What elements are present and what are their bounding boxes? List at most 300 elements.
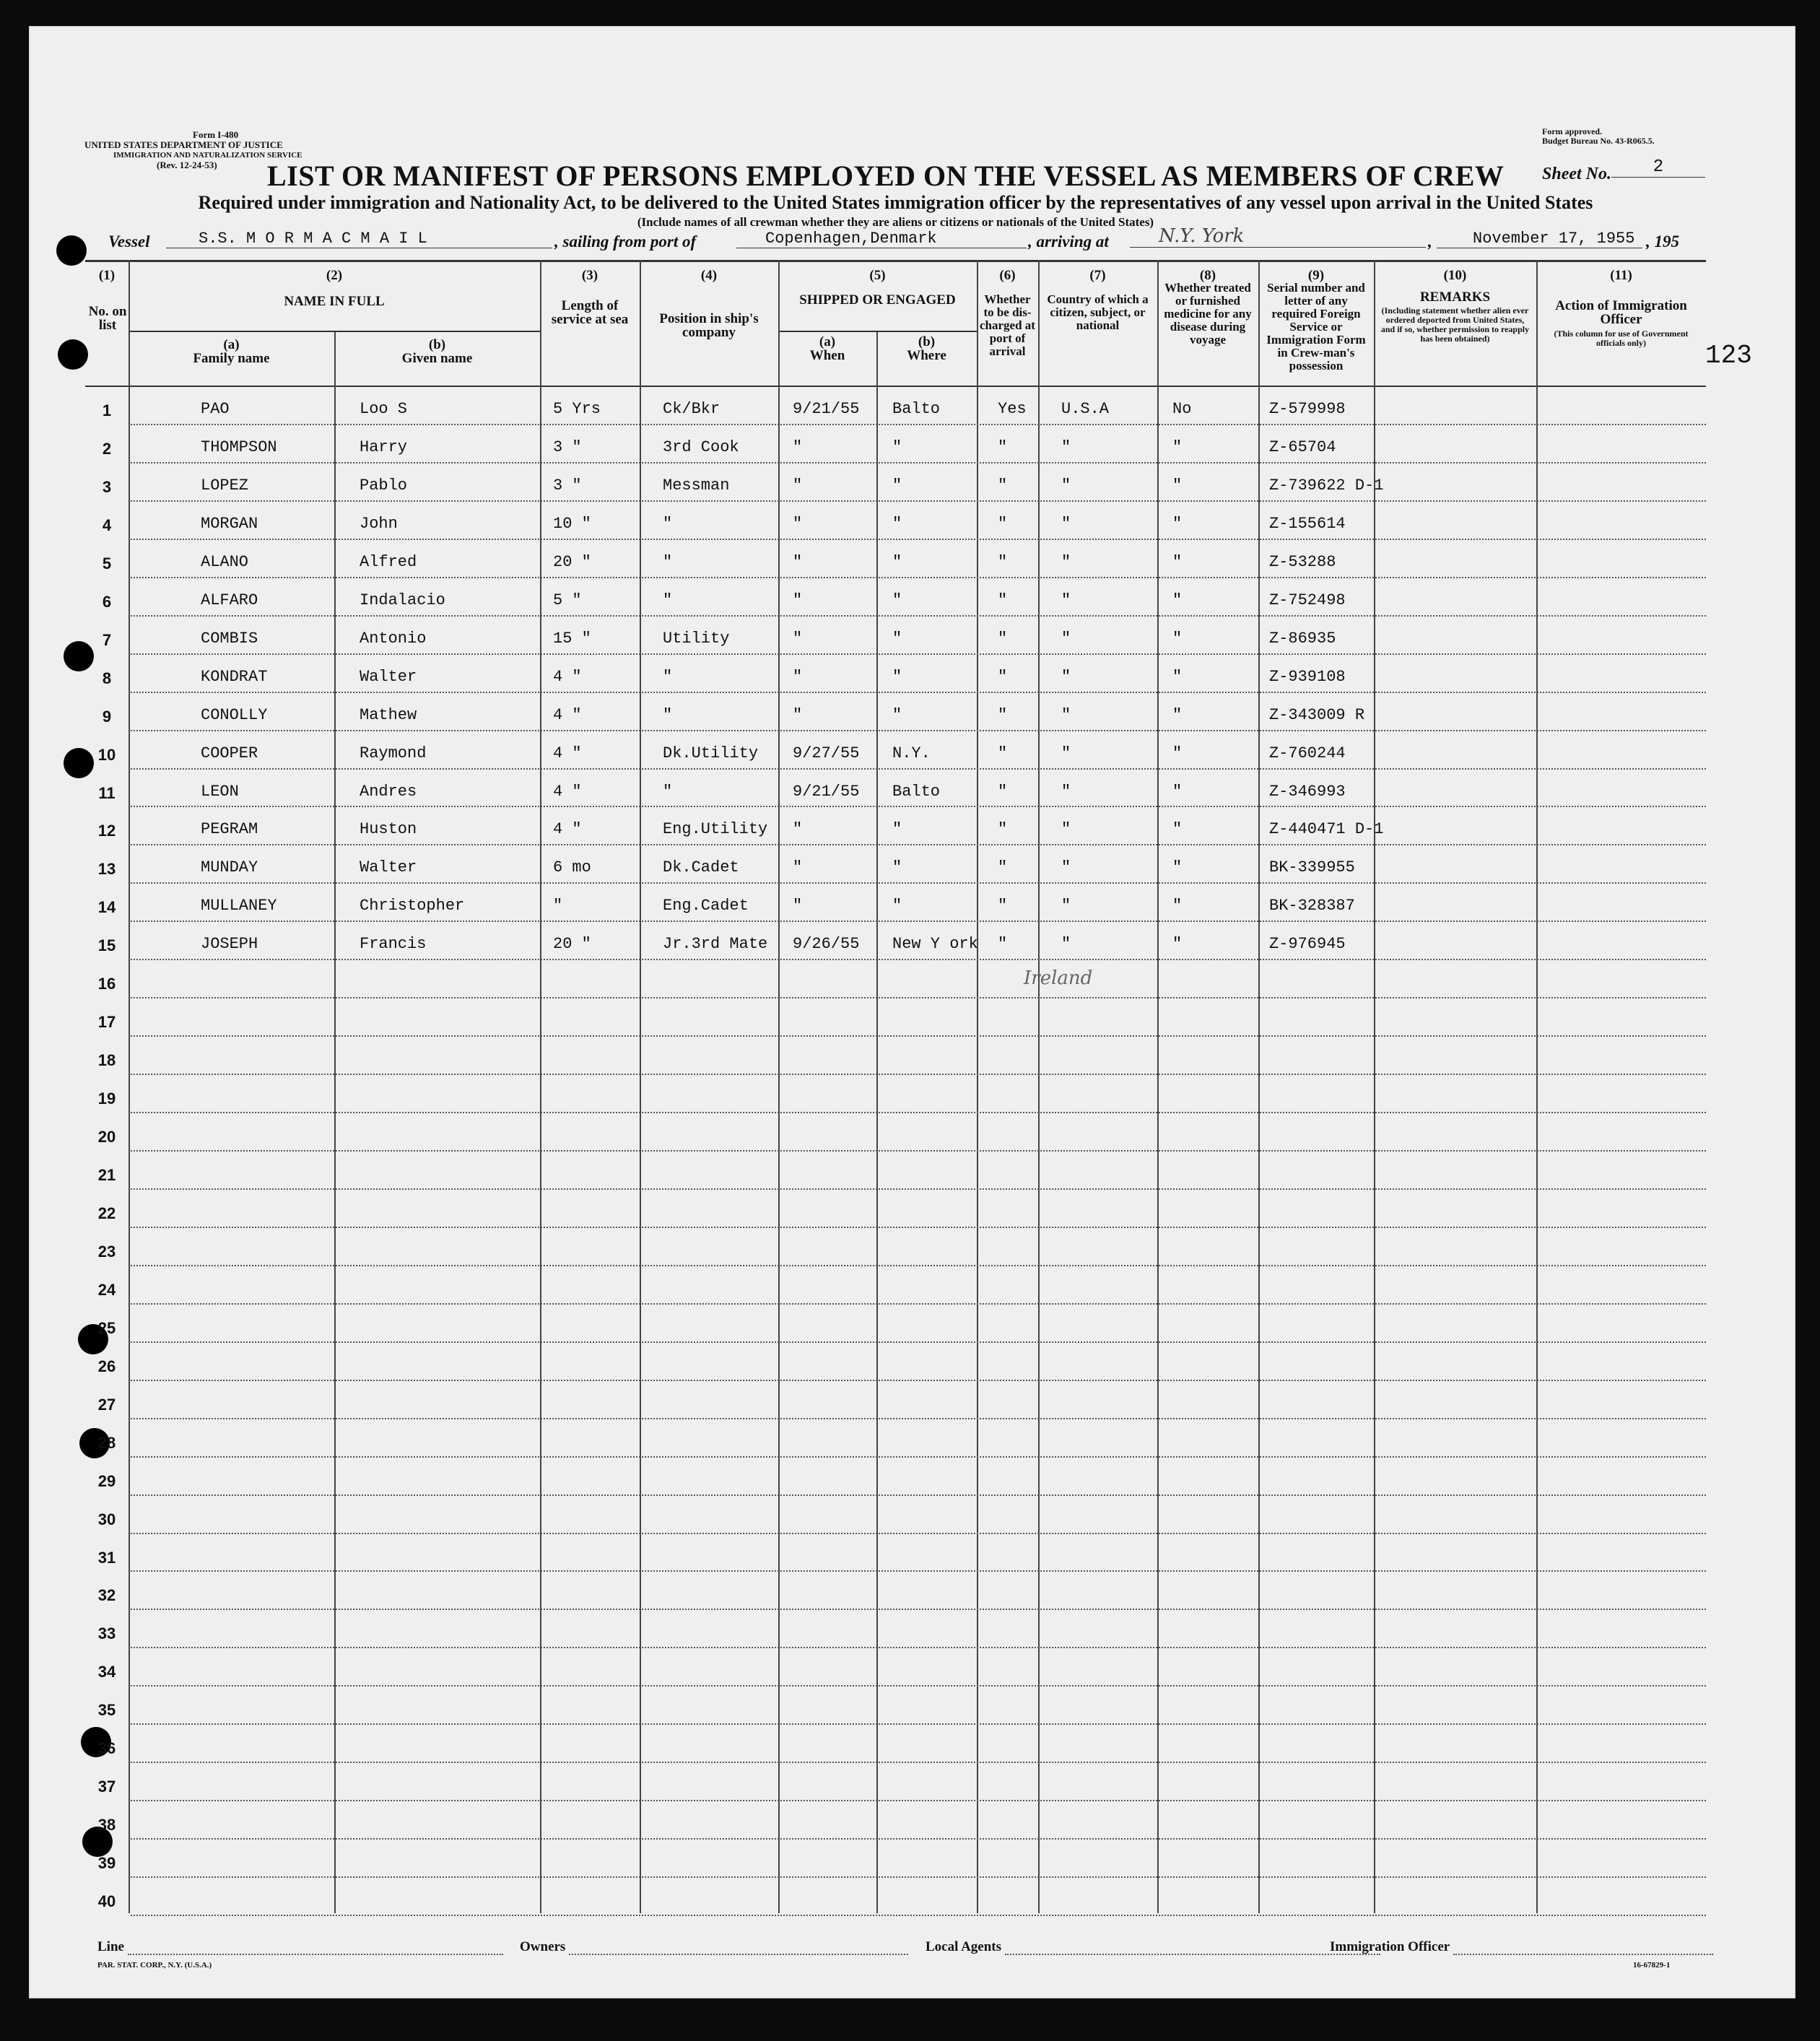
row-number: 1: [102, 401, 112, 419]
col2b-header: (b) Given name: [401, 337, 473, 366]
cell-discharged: ": [998, 705, 1008, 724]
cell-position: 3rd Cook: [663, 438, 739, 456]
row-rule: [131, 1762, 1706, 1763]
row-number: 29: [97, 1471, 116, 1490]
row-number: 31: [97, 1548, 116, 1567]
col7-number: (7): [1089, 268, 1106, 283]
row-rule: [131, 997, 1706, 998]
cell-serial: Z-579998: [1269, 400, 1346, 418]
cell-discharged: ": [998, 820, 1008, 839]
cell-when: ": [793, 858, 803, 877]
row-number: 24: [97, 1280, 116, 1299]
row-number: 3: [102, 477, 112, 496]
col11-header: Action of Immigration Officer: [1555, 298, 1687, 327]
row-number: 6: [102, 592, 112, 611]
cell-when: 9/26/55: [793, 935, 860, 954]
row-rule: [131, 424, 1706, 425]
revision: (Rev. 12-24-53): [157, 160, 217, 170]
row-rule: [131, 1570, 1706, 1572]
cell-length: 10 ": [553, 514, 591, 533]
row-number: 5: [102, 554, 112, 573]
row-number: 7: [102, 630, 112, 649]
cell-where: ": [892, 514, 902, 533]
cell-where: ": [892, 629, 902, 648]
cell-length: 3 ": [553, 476, 582, 495]
cell-serial: Z-739622 D-1: [1269, 476, 1384, 495]
cell-discharged: ": [998, 858, 1008, 877]
cell-serial: BK-328387: [1269, 897, 1355, 915]
row-number: 8: [102, 669, 112, 687]
handwritten-note: Ireland: [1024, 967, 1093, 989]
row-rule: [131, 1685, 1706, 1687]
row-rule: [131, 1227, 1706, 1228]
form-number: Form I-480: [193, 129, 239, 140]
budget-bureau: Budget Bureau No. 43-R065.5.: [1542, 136, 1655, 146]
cell-given: Huston: [360, 820, 417, 839]
cell-position: Dk.Cadet: [663, 858, 739, 877]
row-rule: [131, 844, 1706, 845]
cell-where: ": [892, 820, 902, 839]
cell-length: 4 ": [553, 667, 582, 686]
cell-where: ": [892, 667, 902, 686]
row-rule: [131, 1915, 1706, 1916]
cell-position: Messman: [663, 476, 730, 495]
row-number: 20: [97, 1128, 116, 1146]
cell-position: Dk.Utility: [663, 744, 759, 762]
cell-country: ": [1061, 438, 1071, 456]
sheet-number: 2: [1611, 157, 1705, 178]
row-rule: [131, 1876, 1706, 1878]
cell-length: 5 Yrs: [553, 400, 601, 418]
cell-treated: ": [1172, 820, 1183, 839]
row-rule: [131, 921, 1706, 922]
form-approved: Form approved. Budget Bureau No. 43-R065.5.: [1542, 126, 1655, 146]
cell-position: ": [663, 514, 673, 533]
row-number: 36: [97, 1739, 116, 1758]
cell-length: 4 ": [553, 744, 582, 762]
cell-treated: ": [1172, 591, 1183, 609]
page-title: LIST OR MANIFEST OF PERSONS EMPLOYED ON THE VESSEL AS MEMBERS OF CREW: [267, 160, 1505, 192]
row-number: 21: [97, 1166, 116, 1184]
row-number: 33: [97, 1624, 116, 1643]
vessel-label: Vessel: [108, 232, 150, 251]
footer-agents: [926, 1939, 1380, 1955]
sheet-label: Sheet No.: [1542, 165, 1611, 183]
cell-treated: ": [1172, 782, 1183, 801]
cell-where: ": [892, 438, 902, 456]
col8-header: Whether treated or furnished medicine for any disease during voyage: [1164, 281, 1252, 347]
col5-number: (5): [869, 268, 886, 283]
col-rule: [1374, 260, 1375, 1913]
cell-when: 9/21/55: [793, 400, 860, 418]
row-rule: [131, 1341, 1706, 1343]
row-rule: [131, 1074, 1706, 1075]
cell-serial: BK-339955: [1269, 858, 1355, 877]
row-rule: [131, 1035, 1706, 1037]
cell-when: 9/27/55: [793, 744, 860, 762]
col3-number: (3): [581, 268, 598, 283]
row-number: 12: [97, 822, 116, 840]
row-rule: [131, 882, 1706, 884]
cell-family: ALFARO: [201, 591, 258, 609]
col1-number: (1): [98, 268, 116, 283]
cell-family: THOMPSON: [201, 438, 277, 456]
row-number: 40: [97, 1892, 116, 1911]
cell-where: New Y ork: [892, 935, 978, 954]
cell-given: Francis: [360, 935, 427, 954]
col11-number: (11): [1610, 268, 1632, 283]
cell-given: Indalacio: [360, 591, 445, 609]
cell-serial: Z-86935: [1269, 629, 1336, 648]
cell-discharged: ": [998, 629, 1008, 648]
cell-family: JOSEPH: [201, 935, 258, 954]
cell-family: CONOLLY: [201, 705, 268, 724]
row-number: 23: [97, 1242, 116, 1261]
cell-discharged: ": [998, 514, 1008, 533]
row-number: 27: [97, 1395, 116, 1414]
form-code: 16-67829-1: [1633, 1961, 1671, 1970]
col-rule: [1536, 260, 1538, 1913]
col10-note: (Including statement whether alien ever ordered deported from United States, and if so, whether permission to reapply has been obtained): [1380, 305, 1530, 344]
cell-discharged: ": [998, 897, 1008, 915]
footer-officer: [1330, 1939, 1713, 1955]
cell-family: COMBIS: [201, 629, 258, 648]
cell-country: ": [1061, 629, 1071, 648]
row-number: 19: [97, 1089, 116, 1108]
col-rule: [540, 260, 541, 1913]
cell-treated: No: [1172, 400, 1192, 418]
punch-hole: [58, 339, 88, 370]
line-label: Line: [97, 1939, 124, 1954]
cell-family: MUNDAY: [201, 858, 258, 877]
cell-length: 3 ": [553, 438, 582, 456]
cell-length: ": [553, 897, 563, 915]
col-rule: [1038, 260, 1040, 1913]
row-number: 32: [97, 1586, 116, 1605]
cell-where: ": [892, 552, 902, 571]
cell-family: MULLANEY: [201, 897, 277, 915]
col6-header: Whether to be dis-charged at port of arrival: [980, 292, 1035, 358]
col2a-header: (a) Family name: [193, 337, 270, 366]
cell-position: ": [663, 552, 673, 571]
row-number: 18: [97, 1051, 116, 1070]
col-rule: [876, 332, 878, 1913]
cell-country: ": [1061, 935, 1071, 954]
cell-when: ": [793, 514, 803, 533]
row-rule: [131, 1494, 1706, 1496]
cell-family: PAO: [201, 400, 230, 418]
cell-given: Mathew: [360, 705, 417, 724]
row-rule: [131, 1303, 1706, 1305]
cell-when: ": [793, 897, 803, 915]
cell-discharged: ": [998, 591, 1008, 609]
cell-length: 20 ": [553, 552, 591, 571]
row-rule: [131, 1533, 1706, 1534]
cell-discharged: ": [998, 667, 1008, 686]
port-from: Copenhagen,Denmark: [736, 230, 1027, 248]
cell-country: ": [1061, 744, 1071, 762]
row-rule: [131, 1112, 1706, 1113]
row-rule: [131, 1265, 1706, 1266]
row-rule: [131, 1647, 1706, 1648]
row-number: 37: [97, 1777, 116, 1796]
cell-when: ": [793, 667, 803, 686]
cell-serial: Z-65704: [1269, 438, 1336, 456]
row-number: 16: [97, 975, 116, 993]
cell-position: Eng.Utility: [663, 820, 768, 839]
cell-when: ": [793, 629, 803, 648]
row-number: 17: [97, 1013, 116, 1032]
row-number: 2: [102, 439, 112, 458]
cell-discharged: ": [998, 782, 1008, 801]
cell-where: Balto: [892, 782, 941, 801]
cell-given: Walter: [360, 667, 417, 686]
cell-discharged: Yes: [998, 400, 1027, 418]
cell-when: ": [793, 591, 803, 609]
cell-where: ": [892, 591, 902, 609]
row-number: 35: [97, 1701, 116, 1720]
cell-when: ": [793, 820, 803, 839]
row-rule: [131, 1723, 1706, 1725]
cell-serial: Z-939108: [1269, 667, 1346, 686]
cell-family: LEON: [201, 782, 239, 801]
row-number: 26: [97, 1357, 116, 1375]
col-rule: [640, 260, 641, 1913]
cell-when: ": [793, 476, 803, 495]
cell-given: Alfred: [360, 552, 417, 571]
cell-position: Jr.3rd Mate: [663, 935, 768, 954]
row-number: 13: [97, 860, 116, 879]
row-number: 15: [97, 936, 116, 955]
cell-position: Utility: [663, 629, 730, 648]
cell-treated: ": [1172, 858, 1183, 877]
row-rule: [131, 1609, 1706, 1610]
col4-number: (4): [700, 268, 718, 283]
cell-country: ": [1061, 820, 1071, 839]
cell-length: 6 mo: [553, 858, 591, 877]
printer-credit: PAR. STAT. CORP., N.Y. (U.S.A.): [97, 1961, 212, 1970]
cell-serial: Z-976945: [1269, 935, 1346, 954]
cell-country: ": [1061, 552, 1071, 571]
cell-discharged: ": [998, 476, 1008, 495]
row-number: 10: [97, 745, 116, 764]
cell-serial: Z-155614: [1269, 514, 1346, 533]
cell-serial: Z-343009 R: [1269, 705, 1365, 724]
col-rule: [778, 260, 780, 1913]
cell-discharged: ": [998, 438, 1008, 456]
cell-treated: ": [1172, 744, 1183, 762]
row-rule: [131, 1456, 1706, 1458]
col10-header: REMARKS: [1419, 290, 1491, 305]
cell-serial: Z-752498: [1269, 591, 1346, 609]
col11-note: (This column for use of Government officials only): [1554, 328, 1689, 348]
cell-country: ": [1061, 897, 1071, 915]
cell-treated: ": [1172, 514, 1183, 533]
cell-treated: ": [1172, 438, 1183, 456]
cell-serial: Z-346993: [1269, 782, 1346, 801]
cell-treated: ": [1172, 705, 1183, 724]
cell-length: 4 ": [553, 782, 582, 801]
row-rule: [131, 615, 1706, 617]
cell-family: MORGAN: [201, 514, 258, 533]
cell-family: ALANO: [201, 552, 249, 571]
cell-treated: ": [1172, 629, 1183, 648]
col6-number: (6): [999, 268, 1016, 283]
cell-country: U.S.A: [1061, 400, 1110, 418]
cell-position: ": [663, 591, 673, 609]
row-rule: [131, 1838, 1706, 1840]
cell-treated: ": [1172, 897, 1183, 915]
col5b-header: (b) Where: [907, 334, 946, 363]
cell-position: ": [663, 782, 673, 801]
cell-given: Pablo: [360, 476, 408, 495]
cell-family: PEGRAM: [201, 820, 258, 839]
cell-given: Antonio: [360, 629, 427, 648]
cell-treated: ": [1172, 476, 1183, 495]
cell-treated: ": [1172, 552, 1183, 571]
arriving-label: , arriving at: [1028, 232, 1109, 251]
cell-given: Raymond: [360, 744, 427, 762]
col5-header: SHIPPED OR ENGAGED: [799, 292, 956, 308]
cell-length: 20 ": [553, 935, 591, 954]
crew-table: [85, 260, 1706, 1920]
cell-where: ": [892, 897, 902, 915]
col10-number: (10): [1443, 268, 1467, 283]
col1-header: No. on list: [88, 304, 127, 333]
row-rule: [131, 462, 1706, 464]
officer-label: Immigration Officer: [1330, 1939, 1450, 1954]
row-number: 34: [97, 1663, 116, 1681]
cell-given: Loo S: [360, 400, 408, 418]
arrival-date: November 17, 1955: [1437, 230, 1642, 248]
row-rule: [131, 730, 1706, 731]
footer-line: [97, 1939, 503, 1955]
department: UNITED STATES DEPARTMENT OF JUSTICE: [84, 139, 283, 150]
sailing-label: , sailing from port of: [554, 232, 697, 251]
agents-label: Local Agents: [926, 1939, 1002, 1954]
cell-country: ": [1061, 514, 1071, 533]
cell-country: ": [1061, 705, 1071, 724]
row-number: 25: [97, 1318, 116, 1337]
header-bottom-rule: [85, 386, 1706, 387]
cell-length: 4 ": [553, 820, 582, 839]
page-stamp: 123: [1705, 341, 1752, 370]
row-rule: [131, 806, 1706, 807]
col9-header: Serial number and letter of any required Foreign Service or Immigration Form in Crew-man's possession: [1266, 281, 1366, 373]
cell-where: ": [892, 705, 902, 724]
row-rule: [131, 959, 1706, 960]
service: IMMIGRATION AND NATURALIZATION SERVICE: [113, 151, 302, 160]
cell-position: ": [663, 705, 673, 724]
punch-hole: [56, 235, 87, 266]
row-rule: [131, 500, 1706, 502]
cell-when: ": [793, 552, 803, 571]
row-rule: [131, 1150, 1706, 1152]
cell-where: ": [892, 476, 902, 495]
cell-position: Eng.Cadet: [663, 897, 749, 915]
row-rule: [131, 692, 1706, 693]
cell-when: ": [793, 438, 803, 456]
cell-position: ": [663, 667, 673, 686]
cell-treated: ": [1172, 935, 1183, 954]
col3-header: Length of service at sea: [551, 298, 629, 327]
cell-family: LOPEZ: [201, 476, 249, 495]
row-number: 9: [102, 707, 112, 726]
col2-number: (2): [326, 268, 343, 283]
row-number: 38: [97, 1816, 116, 1835]
cell-position: Ck/Bkr: [663, 400, 720, 418]
cell-when: 9/21/55: [793, 782, 860, 801]
footer-owners: [520, 1939, 908, 1955]
arriving-port: N.Y. York: [1130, 225, 1426, 248]
row-rule: [131, 653, 1706, 655]
cell-family: COOPER: [201, 744, 258, 762]
row-number: 39: [97, 1854, 116, 1873]
row-number: 4: [102, 515, 112, 534]
row-number: 14: [97, 898, 116, 917]
cell-when: ": [793, 705, 803, 724]
cell-discharged: ": [998, 744, 1008, 762]
cell-serial: Z-53288: [1269, 552, 1336, 571]
row-rule: [131, 539, 1706, 540]
cell-where: N.Y.: [892, 744, 931, 762]
cell-country: ": [1061, 591, 1071, 609]
subtitle: Required under immigration and Nationality Act, to be delivered to the United States immigration officer by the representatives of any vessel upon arrival in the United States: [198, 192, 1593, 213]
cell-country: ": [1061, 858, 1071, 877]
row-number: 22: [97, 1204, 116, 1222]
cell-given: Walter: [360, 858, 417, 877]
col8-number: (8): [1199, 268, 1216, 283]
cell-given: Christopher: [360, 897, 465, 915]
col9-number: (9): [1307, 268, 1325, 283]
col-rule: [977, 260, 978, 1913]
col-rule: [334, 332, 336, 1913]
row-rule: [131, 768, 1706, 770]
include-note: (Include names of all crewman whether they are aliens or citizens or nationals of the United States): [637, 215, 1154, 229]
row-rule: [131, 1188, 1706, 1190]
col-rule: [1258, 260, 1260, 1913]
cell-given: John: [360, 514, 398, 533]
cell-serial: Z-440471 D-1: [1269, 820, 1384, 839]
row-number: 28: [97, 1433, 116, 1452]
row-number: 11: [98, 783, 116, 802]
cell-discharged: ": [998, 935, 1008, 954]
cell-discharged: ": [998, 552, 1008, 571]
col2-header: NAME IN FULL: [284, 294, 385, 309]
cell-where: Balto: [892, 400, 941, 418]
row-rule: [131, 1800, 1706, 1801]
cell-family: KONDRAT: [201, 667, 268, 686]
row-number: 30: [97, 1510, 116, 1528]
year-suffix: , 195: [1646, 232, 1679, 251]
cell-length: 4 ": [553, 705, 582, 724]
cell-given: Andres: [360, 782, 417, 801]
row-rule: [131, 577, 1706, 578]
row-rule: [131, 1380, 1706, 1381]
col-rule: [129, 260, 130, 1913]
col4-header: Position in ship's company: [659, 311, 759, 340]
row-rule: [131, 1418, 1706, 1419]
cell-length: 5 ": [553, 591, 582, 609]
col5a-header: (a) When: [809, 334, 845, 363]
col-rule: [1157, 260, 1159, 1913]
cell-length: 15 ": [553, 629, 591, 648]
cell-given: Harry: [360, 438, 408, 456]
cell-country: ": [1061, 476, 1071, 495]
owners-label: Owners: [520, 1939, 566, 1954]
table-top-rule: [85, 260, 1706, 262]
vessel-name: S.S. M O R M A C M A I L: [166, 230, 552, 248]
